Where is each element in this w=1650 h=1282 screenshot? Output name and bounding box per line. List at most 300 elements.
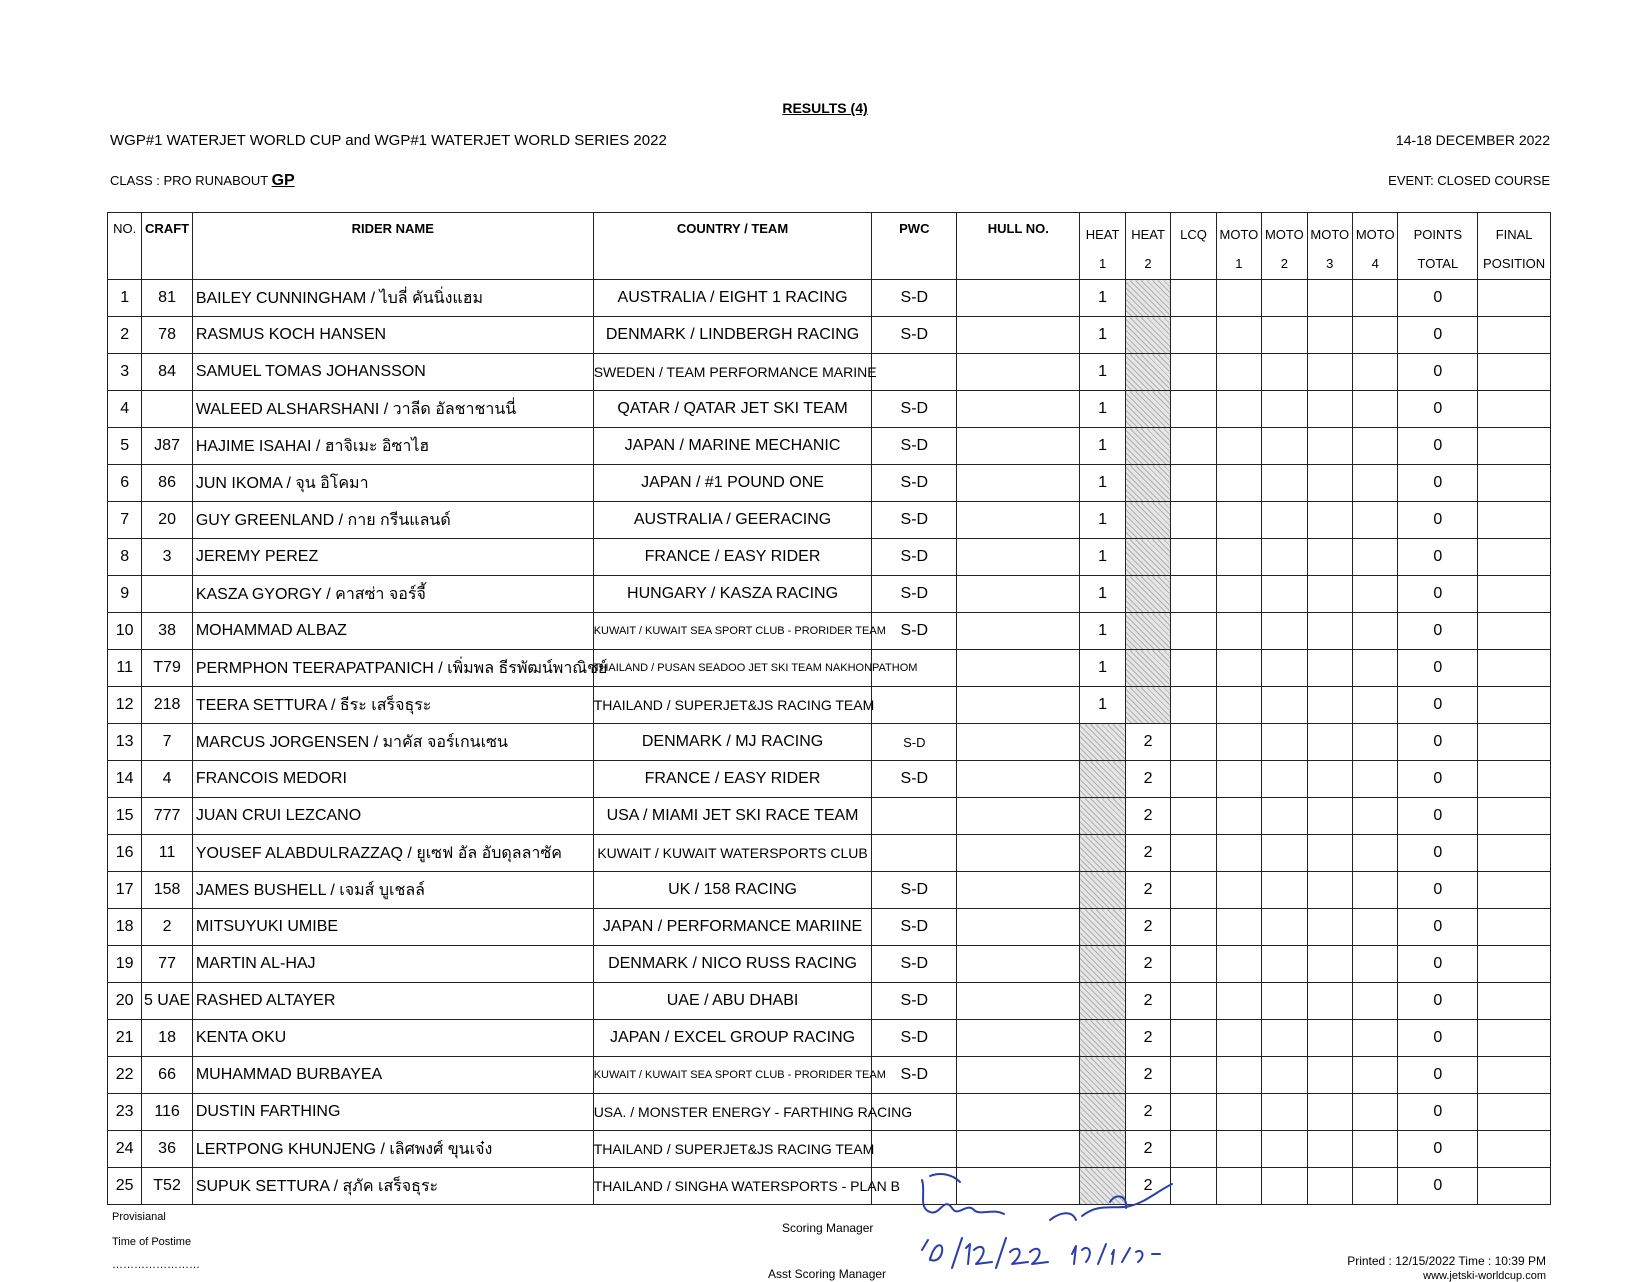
cell-heat-2: 2 bbox=[1125, 1057, 1170, 1094]
cell-hull-no bbox=[957, 1020, 1080, 1057]
cell-heat-2: 2 bbox=[1125, 909, 1170, 946]
cell-heat-2 bbox=[1125, 428, 1170, 465]
cell-moto-4 bbox=[1353, 613, 1398, 650]
cell-country-team: DENMARK / LINDBERGH RACING bbox=[593, 317, 872, 354]
cell-lcq bbox=[1171, 539, 1216, 576]
cell-points-total: 0 bbox=[1398, 1094, 1478, 1131]
cell-country-team: THAILAND / SINGHA WATERSPORTS - PLAN B bbox=[593, 1168, 872, 1205]
cell-points-total: 0 bbox=[1398, 1020, 1478, 1057]
cell-points-total: 0 bbox=[1398, 502, 1478, 539]
cell-points-total: 0 bbox=[1398, 539, 1478, 576]
cell-no: 18 bbox=[108, 909, 142, 946]
cell-lcq bbox=[1171, 650, 1216, 687]
cell-final-position bbox=[1478, 613, 1551, 650]
cell-moto-1 bbox=[1216, 354, 1261, 391]
cell-rider-name: SUPUK SETTURA / สุภัค เสร็จธุระ bbox=[192, 1168, 593, 1205]
table-row bbox=[108, 909, 1551, 946]
cell-craft: 86 bbox=[142, 465, 192, 502]
cell-moto-2 bbox=[1262, 909, 1307, 946]
cell-pwc: S-D bbox=[872, 465, 957, 502]
cell-moto-3 bbox=[1307, 465, 1352, 502]
cell-moto-1 bbox=[1216, 761, 1261, 798]
col-moto-2: MOTO 2 bbox=[1262, 213, 1307, 280]
cell-hull-no bbox=[957, 835, 1080, 872]
cell-points-total: 0 bbox=[1398, 798, 1478, 835]
cell-lcq bbox=[1171, 1131, 1216, 1168]
cell-rider-name: YOUSEF ALABDULRAZZAQ / ยูเซฟ อัล อับดุลลาซัค bbox=[192, 835, 593, 872]
cell-no: 2 bbox=[108, 317, 142, 354]
cell-heat-2: 2 bbox=[1125, 798, 1170, 835]
cell-heat-1 bbox=[1080, 798, 1125, 835]
cell-hull-no bbox=[957, 687, 1080, 724]
cell-moto-3 bbox=[1307, 391, 1352, 428]
cell-moto-3 bbox=[1307, 650, 1352, 687]
cell-heat-1 bbox=[1080, 835, 1125, 872]
cell-rider-name: MARTIN AL-HAJ bbox=[192, 946, 593, 983]
cell-points-total: 0 bbox=[1398, 317, 1478, 354]
cell-craft: T79 bbox=[142, 650, 192, 687]
cell-points-total: 0 bbox=[1398, 1057, 1478, 1094]
cell-moto-1 bbox=[1216, 613, 1261, 650]
handwritten-signatures bbox=[900, 1172, 1200, 1275]
cell-craft: 777 bbox=[142, 798, 192, 835]
cell-craft: 218 bbox=[142, 687, 192, 724]
cell-pwc: S-D bbox=[872, 983, 957, 1020]
cell-moto-1 bbox=[1216, 983, 1261, 1020]
cell-country-team: DENMARK / MJ RACING bbox=[593, 724, 872, 761]
cell-moto-2 bbox=[1262, 761, 1307, 798]
cell-moto-2 bbox=[1262, 1094, 1307, 1131]
cell-heat-2 bbox=[1125, 576, 1170, 613]
cell-hull-no bbox=[957, 983, 1080, 1020]
cell-hull-no bbox=[957, 317, 1080, 354]
cell-hull-no bbox=[957, 946, 1080, 983]
cell-country-team: KUWAIT / KUWAIT SEA SPORT CLUB - PRORIDER TEAM bbox=[593, 1057, 872, 1094]
table-row bbox=[108, 687, 1551, 724]
cell-heat-1: 1 bbox=[1080, 650, 1125, 687]
cell-final-position bbox=[1478, 835, 1551, 872]
cell-no: 10 bbox=[108, 613, 142, 650]
results-title: RESULTS (4) bbox=[782, 100, 868, 116]
cell-points-total: 0 bbox=[1398, 354, 1478, 391]
table-row bbox=[108, 317, 1551, 354]
cell-no: 3 bbox=[108, 354, 142, 391]
cell-moto-4 bbox=[1353, 465, 1398, 502]
cell-country-team: USA / MIAMI JET SKI RACE TEAM bbox=[593, 798, 872, 835]
cell-final-position bbox=[1478, 539, 1551, 576]
cell-country-team: KUWAIT / KUWAIT WATERSPORTS CLUB bbox=[593, 835, 872, 872]
cell-craft: 158 bbox=[142, 872, 192, 909]
cell-pwc: S-D bbox=[872, 761, 957, 798]
cell-moto-3 bbox=[1307, 1168, 1352, 1205]
cell-moto-4 bbox=[1353, 872, 1398, 909]
cell-craft: J87 bbox=[142, 428, 192, 465]
cell-no: 12 bbox=[108, 687, 142, 724]
cell-country-team: THAILAND / SUPERJET&JS RACING TEAM bbox=[593, 1131, 872, 1168]
cell-no: 5 bbox=[108, 428, 142, 465]
cell-no: 4 bbox=[108, 391, 142, 428]
cell-no: 11 bbox=[108, 650, 142, 687]
cell-heat-2: 2 bbox=[1125, 1094, 1170, 1131]
cell-craft: 2 bbox=[142, 909, 192, 946]
cell-heat-1: 1 bbox=[1080, 613, 1125, 650]
provisional-label: Provisianal bbox=[112, 1211, 166, 1223]
cell-country-team: USA. / MONSTER ENERGY - FARTHING RACING bbox=[593, 1094, 872, 1131]
cell-heat-1: 1 bbox=[1080, 428, 1125, 465]
printed-timestamp: Printed : 12/15/2022 Time : 10:39 PM bbox=[1347, 1254, 1546, 1268]
cell-final-position bbox=[1478, 650, 1551, 687]
cell-moto-4 bbox=[1353, 317, 1398, 354]
cell-final-position bbox=[1478, 280, 1551, 317]
cell-hull-no bbox=[957, 465, 1080, 502]
cell-pwc: S-D bbox=[872, 872, 957, 909]
col-moto-4: MOTO 4 bbox=[1353, 213, 1398, 280]
cell-points-total: 0 bbox=[1398, 983, 1478, 1020]
cell-no: 14 bbox=[108, 761, 142, 798]
cell-heat-2 bbox=[1125, 687, 1170, 724]
cell-lcq bbox=[1171, 761, 1216, 798]
cell-pwc bbox=[872, 354, 957, 391]
table-row bbox=[108, 465, 1551, 502]
event-type: EVENT: CLOSED COURSE bbox=[1388, 173, 1550, 188]
cell-moto-1 bbox=[1216, 872, 1261, 909]
cell-heat-2: 2 bbox=[1125, 1131, 1170, 1168]
cell-country-team: HUNGARY / KASZA RACING bbox=[593, 576, 872, 613]
cell-hull-no bbox=[957, 613, 1080, 650]
cell-country-team: AUSTRALIA / EIGHT 1 RACING bbox=[593, 280, 872, 317]
cell-heat-1: 1 bbox=[1080, 354, 1125, 391]
cell-hull-no bbox=[957, 539, 1080, 576]
cell-lcq bbox=[1171, 576, 1216, 613]
cell-moto-2 bbox=[1262, 280, 1307, 317]
cell-lcq bbox=[1171, 946, 1216, 983]
cell-points-total: 0 bbox=[1398, 465, 1478, 502]
table-row bbox=[108, 872, 1551, 909]
cell-moto-1 bbox=[1216, 946, 1261, 983]
cell-hull-no bbox=[957, 502, 1080, 539]
cell-heat-2: 2 bbox=[1125, 983, 1170, 1020]
signature-scoring-manager-mark bbox=[930, 1174, 960, 1182]
table-row bbox=[108, 1168, 1551, 1205]
cell-hull-no bbox=[957, 650, 1080, 687]
cell-country-team: JAPAN / EXCEL GROUP RACING bbox=[593, 1020, 872, 1057]
col-pwc: PWC bbox=[872, 213, 957, 280]
table-row bbox=[108, 1020, 1551, 1057]
cell-moto-2 bbox=[1262, 983, 1307, 1020]
cell-no: 25 bbox=[108, 1168, 142, 1205]
cell-heat-2: 2 bbox=[1125, 724, 1170, 761]
table-row bbox=[108, 761, 1551, 798]
cell-points-total: 0 bbox=[1398, 761, 1478, 798]
cell-moto-4 bbox=[1353, 354, 1398, 391]
cell-moto-3 bbox=[1307, 576, 1352, 613]
cell-points-total: 0 bbox=[1398, 576, 1478, 613]
cell-moto-4 bbox=[1353, 798, 1398, 835]
col-lcq: LCQ bbox=[1171, 213, 1216, 280]
results-body bbox=[108, 280, 1551, 1205]
cell-rider-name: JUAN CRUI LEZCANO bbox=[192, 798, 593, 835]
class-line bbox=[110, 172, 295, 190]
cell-heat-1: 1 bbox=[1080, 280, 1125, 317]
col-hull-no: HULL NO. bbox=[957, 213, 1080, 280]
cell-craft: 11 bbox=[142, 835, 192, 872]
cell-pwc: S-D bbox=[872, 502, 957, 539]
cell-points-total: 0 bbox=[1398, 1131, 1478, 1168]
cell-moto-1 bbox=[1216, 502, 1261, 539]
cell-no: 22 bbox=[108, 1057, 142, 1094]
cell-moto-4 bbox=[1353, 1020, 1398, 1057]
cell-pwc: S-D bbox=[872, 317, 957, 354]
postime-blank: …………………… bbox=[112, 1259, 200, 1271]
cell-hull-no bbox=[957, 761, 1080, 798]
scoring-manager-label: Scoring Manager bbox=[782, 1221, 874, 1235]
cell-moto-4 bbox=[1353, 539, 1398, 576]
cell-no: 21 bbox=[108, 1020, 142, 1057]
cell-hull-no bbox=[957, 1094, 1080, 1131]
cell-heat-2 bbox=[1125, 391, 1170, 428]
cell-lcq bbox=[1171, 835, 1216, 872]
cell-hull-no bbox=[957, 798, 1080, 835]
time-of-postime-label: Time of Postime bbox=[112, 1236, 192, 1248]
cell-points-total: 0 bbox=[1398, 391, 1478, 428]
website-url: www.jetski-worldcup.com bbox=[1423, 1270, 1546, 1282]
cell-lcq bbox=[1171, 1094, 1216, 1131]
cell-points-total: 0 bbox=[1398, 1168, 1478, 1205]
cell-moto-1 bbox=[1216, 428, 1261, 465]
cell-moto-3 bbox=[1307, 798, 1352, 835]
cell-heat-2: 2 bbox=[1125, 946, 1170, 983]
col-craft: CRAFT bbox=[142, 213, 192, 280]
results-table bbox=[107, 212, 1551, 1205]
cell-heat-1 bbox=[1080, 724, 1125, 761]
signature-scoring-manager bbox=[922, 1180, 1004, 1214]
cell-craft: 4 bbox=[142, 761, 192, 798]
cell-final-position bbox=[1478, 1131, 1551, 1168]
class-code: GP bbox=[271, 172, 295, 189]
cell-rider-name: MITSUYUKI UMIBE bbox=[192, 909, 593, 946]
cell-points-total: 0 bbox=[1398, 909, 1478, 946]
cell-no: 7 bbox=[108, 502, 142, 539]
cell-lcq bbox=[1171, 1057, 1216, 1094]
cell-craft: 5 UAE bbox=[142, 983, 192, 1020]
header-row bbox=[108, 213, 1551, 280]
cell-heat-1 bbox=[1080, 1020, 1125, 1057]
cell-lcq bbox=[1171, 280, 1216, 317]
cell-country-team: AUSTRALIA / GEERACING bbox=[593, 502, 872, 539]
cell-lcq bbox=[1171, 502, 1216, 539]
cell-moto-4 bbox=[1353, 909, 1398, 946]
cell-moto-3 bbox=[1307, 613, 1352, 650]
cell-craft: 38 bbox=[142, 613, 192, 650]
cell-country-team: UK / 158 RACING bbox=[593, 872, 872, 909]
cell-pwc: S-D bbox=[872, 1020, 957, 1057]
cell-moto-1 bbox=[1216, 576, 1261, 613]
cell-moto-1 bbox=[1216, 1057, 1261, 1094]
cell-lcq bbox=[1171, 872, 1216, 909]
cell-pwc: S-D bbox=[872, 428, 957, 465]
cell-moto-2 bbox=[1262, 539, 1307, 576]
signature-date-2 bbox=[1072, 1244, 1160, 1264]
cell-moto-3 bbox=[1307, 761, 1352, 798]
table-row bbox=[108, 502, 1551, 539]
cell-pwc: S-D bbox=[872, 280, 957, 317]
cell-rider-name: FRANCOIS MEDORI bbox=[192, 761, 593, 798]
cell-moto-2 bbox=[1262, 1020, 1307, 1057]
table-row bbox=[108, 1131, 1551, 1168]
cell-lcq bbox=[1171, 613, 1216, 650]
cell-final-position bbox=[1478, 1057, 1551, 1094]
cell-no: 15 bbox=[108, 798, 142, 835]
cell-moto-1 bbox=[1216, 1131, 1261, 1168]
cell-country-team: SWEDEN / TEAM PERFORMANCE MARINE bbox=[593, 354, 872, 391]
cell-country-team: DENMARK / NICO RUSS RACING bbox=[593, 946, 872, 983]
cell-moto-3 bbox=[1307, 354, 1352, 391]
cell-no: 24 bbox=[108, 1131, 142, 1168]
cell-moto-1 bbox=[1216, 1168, 1261, 1205]
cell-moto-3 bbox=[1307, 724, 1352, 761]
cell-craft bbox=[142, 391, 192, 428]
cell-pwc: S-D bbox=[872, 539, 957, 576]
cell-moto-4 bbox=[1353, 946, 1398, 983]
cell-rider-name: KENTA OKU bbox=[192, 1020, 593, 1057]
cell-moto-2 bbox=[1262, 798, 1307, 835]
cell-craft: 116 bbox=[142, 1094, 192, 1131]
cell-moto-1 bbox=[1216, 724, 1261, 761]
cell-moto-3 bbox=[1307, 539, 1352, 576]
cell-final-position bbox=[1478, 354, 1551, 391]
cell-moto-2 bbox=[1262, 354, 1307, 391]
cell-rider-name: PERMPHON TEERAPATPANICH / เพิ่มพล ธีรพัฒน์พาณิชย์ bbox=[192, 650, 593, 687]
cell-points-total: 0 bbox=[1398, 687, 1478, 724]
cell-heat-2: 2 bbox=[1125, 1168, 1170, 1205]
cell-points-total: 0 bbox=[1398, 613, 1478, 650]
cell-final-position bbox=[1478, 1094, 1551, 1131]
cell-craft: 7 bbox=[142, 724, 192, 761]
cell-no: 20 bbox=[108, 983, 142, 1020]
cell-moto-4 bbox=[1353, 428, 1398, 465]
cell-final-position bbox=[1478, 946, 1551, 983]
cell-moto-1 bbox=[1216, 687, 1261, 724]
col-rider-name: RIDER NAME bbox=[192, 213, 593, 280]
table-row bbox=[108, 724, 1551, 761]
cell-no: 19 bbox=[108, 946, 142, 983]
cell-final-position bbox=[1478, 798, 1551, 835]
cell-points-total: 0 bbox=[1398, 835, 1478, 872]
cell-final-position bbox=[1478, 428, 1551, 465]
cell-moto-2 bbox=[1262, 872, 1307, 909]
cell-country-team: THAILAND / PUSAN SEADOO JET SKI TEAM NAKHONPATHOM bbox=[593, 650, 872, 687]
cell-heat-2: 2 bbox=[1125, 761, 1170, 798]
col-heat-2: HEAT 2 bbox=[1125, 213, 1170, 280]
cell-moto-3 bbox=[1307, 687, 1352, 724]
cell-rider-name: RASHED ALTAYER bbox=[192, 983, 593, 1020]
cell-lcq bbox=[1171, 724, 1216, 761]
cell-heat-1 bbox=[1080, 761, 1125, 798]
cell-moto-4 bbox=[1353, 576, 1398, 613]
cell-moto-2 bbox=[1262, 1131, 1307, 1168]
table-row bbox=[108, 650, 1551, 687]
cell-hull-no bbox=[957, 724, 1080, 761]
cell-moto-2 bbox=[1262, 687, 1307, 724]
cell-final-position bbox=[1478, 761, 1551, 798]
cell-heat-2 bbox=[1125, 539, 1170, 576]
cell-final-position bbox=[1478, 687, 1551, 724]
cell-moto-3 bbox=[1307, 1057, 1352, 1094]
cell-moto-1 bbox=[1216, 909, 1261, 946]
cell-hull-no bbox=[957, 391, 1080, 428]
cell-rider-name: GUY GREENLAND / กาย กรีนแลนด์ bbox=[192, 502, 593, 539]
cell-craft: 84 bbox=[142, 354, 192, 391]
cell-moto-4 bbox=[1353, 1094, 1398, 1131]
cell-craft: 18 bbox=[142, 1020, 192, 1057]
cell-moto-3 bbox=[1307, 280, 1352, 317]
cell-rider-name: MUHAMMAD BURBAYEA bbox=[192, 1057, 593, 1094]
cell-lcq bbox=[1171, 465, 1216, 502]
table-row bbox=[108, 983, 1551, 1020]
cell-rider-name: JUN IKOMA / จุน อิโคมา bbox=[192, 465, 593, 502]
cell-craft: 20 bbox=[142, 502, 192, 539]
cell-heat-2 bbox=[1125, 280, 1170, 317]
cell-moto-4 bbox=[1353, 280, 1398, 317]
cell-points-total: 0 bbox=[1398, 280, 1478, 317]
cell-heat-1: 1 bbox=[1080, 465, 1125, 502]
cell-no: 1 bbox=[108, 280, 142, 317]
cell-moto-1 bbox=[1216, 1020, 1261, 1057]
cell-lcq bbox=[1171, 909, 1216, 946]
cell-hull-no bbox=[957, 354, 1080, 391]
cell-final-position bbox=[1478, 983, 1551, 1020]
cell-country-team: QATAR / QATAR JET SKI TEAM bbox=[593, 391, 872, 428]
table-row bbox=[108, 428, 1551, 465]
cell-no: 9 bbox=[108, 576, 142, 613]
cell-moto-3 bbox=[1307, 909, 1352, 946]
table-row bbox=[108, 391, 1551, 428]
cell-heat-2 bbox=[1125, 317, 1170, 354]
cell-heat-2 bbox=[1125, 650, 1170, 687]
cell-hull-no bbox=[957, 872, 1080, 909]
cell-final-position bbox=[1478, 576, 1551, 613]
cell-points-total: 0 bbox=[1398, 872, 1478, 909]
cell-rider-name: DUSTIN FARTHING bbox=[192, 1094, 593, 1131]
col-no: NO. bbox=[108, 213, 142, 280]
table-row bbox=[108, 613, 1551, 650]
cell-final-position bbox=[1478, 1168, 1551, 1205]
cell-heat-1: 1 bbox=[1080, 539, 1125, 576]
cell-lcq bbox=[1171, 428, 1216, 465]
cell-rider-name: MOHAMMAD ALBAZ bbox=[192, 613, 593, 650]
cell-moto-1 bbox=[1216, 539, 1261, 576]
cell-moto-4 bbox=[1353, 983, 1398, 1020]
cell-heat-1 bbox=[1080, 909, 1125, 946]
table-row bbox=[108, 798, 1551, 835]
cell-moto-3 bbox=[1307, 946, 1352, 983]
cell-heat-1 bbox=[1080, 1094, 1125, 1131]
cell-pwc: S-D bbox=[872, 391, 957, 428]
cell-hull-no bbox=[957, 280, 1080, 317]
signature-date-1 bbox=[922, 1238, 1048, 1268]
cell-hull-no bbox=[957, 428, 1080, 465]
cell-craft: 81 bbox=[142, 280, 192, 317]
cell-moto-4 bbox=[1353, 724, 1398, 761]
cell-moto-2 bbox=[1262, 1168, 1307, 1205]
cell-craft: T52 bbox=[142, 1168, 192, 1205]
cell-final-position bbox=[1478, 872, 1551, 909]
cell-moto-2 bbox=[1262, 946, 1307, 983]
cell-heat-2: 2 bbox=[1125, 872, 1170, 909]
table-row bbox=[108, 576, 1551, 613]
cell-craft bbox=[142, 576, 192, 613]
cell-heat-2 bbox=[1125, 613, 1170, 650]
